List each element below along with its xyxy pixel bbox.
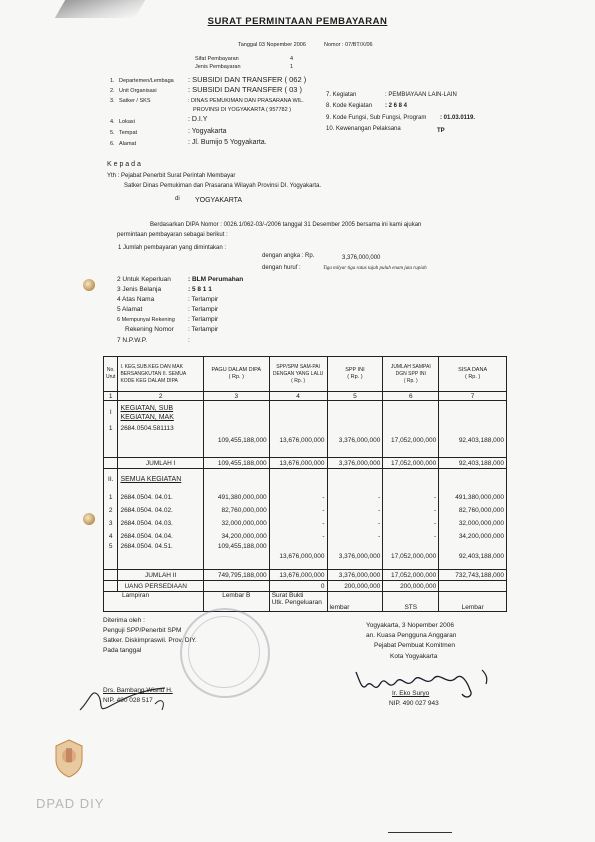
total-pagu: 109,455,188,000 bbox=[203, 458, 269, 469]
info-value: : SUBSIDI DAN TRANSFER ( 03 ) bbox=[188, 85, 303, 94]
item-value: : BLM Perumahan bbox=[188, 276, 244, 283]
section1-title bbox=[118, 400, 203, 424]
watermark-text: DPAD DIY bbox=[36, 796, 105, 811]
dpad-logo-icon bbox=[52, 738, 86, 778]
empty-cell bbox=[439, 400, 507, 424]
empty-cell bbox=[327, 400, 383, 424]
row-lalu: - bbox=[269, 517, 327, 530]
row-lalu: - bbox=[269, 491, 327, 504]
item-value: : 5 8 1 1 bbox=[188, 286, 212, 293]
info-value: : PEMBIAYAAN LAIN-LAIN bbox=[385, 92, 457, 98]
punch-hole bbox=[83, 279, 95, 291]
uang-persediaan-label: UANG PERSEDIAAN bbox=[118, 581, 203, 592]
right-sign-line: Kota Yogyakarta bbox=[390, 653, 438, 660]
row-ini: - bbox=[327, 517, 383, 530]
total-ini: 3,376,000,000 bbox=[327, 570, 383, 581]
angka-value: 3,376,000,000 bbox=[342, 255, 381, 261]
surat-bukti-text: Utk. Pengeluaran bbox=[271, 599, 322, 607]
item-value: : Terlampir bbox=[188, 326, 219, 333]
row-jumlah: 17,052,000,000 bbox=[383, 543, 439, 569]
item-label: 7 N.P.W.P. bbox=[117, 337, 148, 344]
paragraph-1: Berdasarkan DIPA Nomor : 0026.1/062-03/-/2006 tanggal 31 Desember 2005 bersama ini kami ajukan bbox=[150, 222, 422, 228]
table-row bbox=[104, 517, 507, 530]
section-roman: II. bbox=[104, 469, 118, 491]
jumlah-label: 1 Jumlah pembayaran yang dimintakan : bbox=[118, 245, 227, 251]
table-row bbox=[104, 543, 507, 569]
info-no: 4. bbox=[110, 119, 115, 125]
header-pagu-text: PAGU DALAM DIPA bbox=[211, 367, 262, 374]
header-kode: I. KEG,SUB.KEG DAN MAK BERSANGKUTAN II. SEMUA KODE KEG DALAM DIPA bbox=[118, 357, 203, 392]
row-code: 2684.0504. 04.51. bbox=[118, 543, 203, 569]
info-label: Satker / SKS bbox=[119, 98, 151, 104]
uang-persediaan-row bbox=[104, 581, 507, 592]
row-ini: - bbox=[327, 530, 383, 543]
row-pagu: 491,380,000,000 bbox=[203, 491, 269, 504]
lembar-label: Lembar bbox=[439, 592, 507, 612]
row-sisa: 491,380,000,000 bbox=[439, 491, 507, 504]
header-spm-lalu-text: SPP/SPM SAM-PAI DENGAN YANG LALU bbox=[272, 363, 324, 377]
row-code: 2684.0504. 04.01. bbox=[118, 491, 203, 504]
header-rp: ( Rp. ) bbox=[228, 374, 244, 381]
huruf-value: Tiga milyar tiga ratus tujuh puluh enam juta rupiah bbox=[323, 266, 427, 271]
item-label: 3 Jenis Belanja bbox=[117, 286, 162, 293]
sts-label: STS bbox=[383, 592, 439, 612]
header-jumlah bbox=[383, 357, 439, 392]
document-title: SURAT PERMINTAAN PEMBAYARAN bbox=[207, 16, 388, 27]
info-label: 10. Kewenangan Pelaksana bbox=[326, 126, 401, 132]
header-rp: ( Rp. ) bbox=[291, 377, 306, 384]
row-ini: - bbox=[327, 491, 383, 504]
column-number-row bbox=[104, 392, 507, 401]
header-spp-ini-text: SPP INI bbox=[345, 367, 365, 374]
left-sign-line: Diterima oleh : bbox=[103, 617, 145, 624]
info-value: : 01.03.0119. bbox=[440, 115, 476, 121]
right-sign-line: Pejabat Pembuat Komitmen bbox=[374, 642, 455, 649]
info-label: 8. Kode Kegiatan bbox=[326, 103, 373, 109]
section1-title-line: KEGIATAN, MAK bbox=[120, 413, 174, 421]
section2-title: SEMUA KEGIATAN bbox=[118, 469, 203, 491]
empty-cell bbox=[104, 581, 118, 592]
info-no: 5. bbox=[110, 130, 115, 136]
total-jumlah: 17,052,000,000 bbox=[383, 458, 439, 469]
row-code: 2684.0504.581113 bbox=[118, 425, 203, 458]
total-row bbox=[104, 570, 507, 581]
empty-cell bbox=[203, 400, 269, 424]
right-sign-nip: NIP. 490 027 943 bbox=[389, 700, 439, 707]
lampiran-label: Lampiran bbox=[104, 592, 204, 612]
punch-hole bbox=[83, 513, 95, 525]
item-value: : bbox=[188, 337, 190, 344]
left-sign-line: Pada tanggal bbox=[103, 647, 142, 654]
total-jumlah: 17,052,000,000 bbox=[383, 570, 439, 581]
sifat-label: Sifat Pembayaran bbox=[195, 56, 239, 62]
row-jumlah: - bbox=[383, 530, 439, 543]
info-value: : Jl. Bumijo 5 Yogyakarta. bbox=[188, 139, 267, 146]
info-label: 9. Kode Fungsi, Sub Fungsi, Program bbox=[326, 115, 427, 121]
huruf-label: dengan huruf : bbox=[262, 265, 301, 271]
row-sisa: 34,200,000,000 bbox=[439, 530, 507, 543]
header-jumlah-text: JUMLAH SAMPAI DGN SPP INI bbox=[390, 363, 431, 377]
table-footer-row bbox=[104, 592, 507, 612]
info-no: 2. bbox=[110, 88, 115, 94]
table-row bbox=[104, 425, 507, 458]
total-row bbox=[104, 458, 507, 469]
col-num: 3 bbox=[203, 392, 269, 401]
row-no: 3 bbox=[104, 517, 118, 530]
right-sign-line: Yogyakarta, 3 Nopember 2006 bbox=[366, 622, 454, 629]
official-stamp-inner bbox=[188, 616, 260, 688]
header-sisa-text: SISA DANA bbox=[458, 367, 488, 374]
info-label: Alamat bbox=[119, 141, 137, 147]
row-no: 1 bbox=[104, 425, 118, 458]
section2-title-row bbox=[104, 469, 507, 491]
total-ini: 3,376,000,000 bbox=[327, 458, 383, 469]
header-spm-lalu bbox=[269, 357, 327, 392]
row-pagu: 109,455,188,000 bbox=[203, 425, 269, 458]
row-lalu: 13,676,000,000 bbox=[269, 425, 327, 458]
header-sisa bbox=[439, 357, 507, 392]
info-value: : 2 6 8 4 bbox=[385, 103, 408, 109]
info-label: Unit Organisasi bbox=[119, 88, 157, 94]
header-rp: ( Rp. ) bbox=[347, 374, 363, 381]
row-no: 4 bbox=[104, 530, 118, 543]
nomor-line: Nomor : 07/BT/X/06 bbox=[324, 42, 373, 48]
row-sisa: 82,760,000,000 bbox=[439, 504, 507, 517]
page-fold-shadow bbox=[55, 0, 145, 18]
info-label: Lokasi bbox=[119, 119, 135, 125]
section1-title-line: KEGIATAN, SUB bbox=[120, 404, 174, 412]
info-value: : DINAS PEMUKIMAN DAN PRASARANA WIL. bbox=[188, 98, 304, 104]
row-lalu: - bbox=[269, 530, 327, 543]
col-num: 6 bbox=[383, 392, 439, 401]
uang-persediaan-jumlah: 200,000,000 bbox=[383, 581, 439, 592]
info-no: 6. bbox=[110, 141, 115, 147]
empty-cell bbox=[439, 469, 507, 491]
row-jumlah: - bbox=[383, 517, 439, 530]
row-ini: 3,376,000,000 bbox=[327, 425, 383, 458]
row-ini: - bbox=[327, 504, 383, 517]
row-jumlah: - bbox=[383, 491, 439, 504]
row-ini: 3,376,000,000 bbox=[327, 543, 383, 569]
surat-bukti-cell bbox=[269, 592, 327, 612]
item-value: : Terlampir bbox=[188, 306, 219, 313]
yth-line: YOGYAKARTA bbox=[195, 197, 243, 204]
yth-line: Yth : Pejabat Penerbit Surat Perintah Membayar bbox=[107, 173, 236, 179]
row-no: 2 bbox=[104, 504, 118, 517]
jenis-value: 1 bbox=[290, 64, 294, 70]
empty-cell bbox=[327, 469, 383, 491]
row-code: 2684.0504. 04.04. bbox=[118, 530, 203, 543]
info-no: 3. bbox=[110, 98, 115, 104]
paragraph-2: permintaan pembayaran sebagai berikut : bbox=[117, 232, 228, 238]
item-label: 2 Untuk Keperluan bbox=[117, 276, 171, 283]
footer-rule bbox=[388, 832, 452, 833]
info-value: TP bbox=[437, 128, 445, 134]
item-label: 6 Mempunyai Rekening bbox=[117, 317, 175, 323]
row-no: 1 bbox=[104, 491, 118, 504]
left-sign-nip: NIP. 490 028 517 bbox=[103, 697, 153, 704]
uang-persediaan-lalu: 0 bbox=[269, 581, 327, 592]
col-num: 1 bbox=[104, 392, 118, 401]
uang-persediaan-ini: 200,000,000 bbox=[327, 581, 383, 592]
row-lalu: - bbox=[269, 504, 327, 517]
row-jumlah: - bbox=[383, 504, 439, 517]
jenis-label: Jenis Pembayaran bbox=[195, 64, 241, 70]
empty-cell bbox=[203, 581, 269, 592]
yth-line: di bbox=[175, 196, 180, 202]
header-spp-ini bbox=[327, 357, 383, 392]
info-value: PROVINSI DI YOGYAKARTA ( 957782 ) bbox=[193, 107, 292, 113]
info-label: Departemen/Lembaga bbox=[119, 78, 174, 84]
kepada-label: K e p a d a bbox=[107, 161, 141, 168]
payment-table bbox=[103, 356, 507, 612]
col-num: 5 bbox=[327, 392, 383, 401]
total-sisa: 92,403,188,000 bbox=[439, 458, 507, 469]
row-sisa: 92,403,188,000 bbox=[439, 543, 507, 569]
row-sisa: 92,403,188,000 bbox=[439, 425, 507, 458]
item-value: : Terlampir bbox=[188, 296, 219, 303]
empty-cell bbox=[104, 458, 118, 469]
info-value: : Yogyakarta bbox=[188, 128, 227, 135]
total-lalu: 13,676,000,000 bbox=[269, 458, 327, 469]
left-sign-line: Satker. Diskimpraswil. Prov. DIY. bbox=[103, 637, 197, 644]
empty-cell bbox=[104, 570, 118, 581]
total-sisa: 732,743,188,000 bbox=[439, 570, 507, 581]
col-num: 7 bbox=[439, 392, 507, 401]
header-pagu bbox=[203, 357, 269, 392]
left-sign-line: Penguji SPP/Penerbit SPM bbox=[103, 627, 182, 634]
item-label: Rekening Nomor bbox=[125, 326, 174, 333]
row-code: 2684.0504. 04.03. bbox=[118, 517, 203, 530]
right-sign-line: an. Kuasa Pengguna Anggaran bbox=[366, 632, 457, 639]
table-row bbox=[104, 491, 507, 504]
angka-label: dengan angka : Rp. bbox=[262, 253, 315, 259]
item-label: 4 Atas Nama bbox=[117, 296, 155, 303]
item-label: 5 Alamat bbox=[117, 306, 143, 313]
row-jumlah: 17,052,000,000 bbox=[383, 425, 439, 458]
right-sign-name: Ir. Eko Suryo bbox=[392, 690, 430, 697]
left-sign-name: Drs. Bambang Wisnu H. bbox=[103, 687, 173, 694]
empty-cell bbox=[383, 400, 439, 424]
total-pagu: 749,795,188,000 bbox=[203, 570, 269, 581]
row-lalu: 13,676,000,000 bbox=[269, 543, 327, 569]
empty-cell bbox=[269, 469, 327, 491]
total-label: JUMLAH II bbox=[118, 570, 203, 581]
lembar-b-label: Lembar B bbox=[203, 592, 269, 612]
row-no: 5 bbox=[104, 543, 118, 569]
lembar-label: lembar bbox=[327, 592, 383, 612]
sifat-value: 4 bbox=[290, 56, 294, 62]
table-row bbox=[104, 504, 507, 517]
item-value: : Terlampir bbox=[188, 316, 219, 323]
row-code: 2684.0504. 04.02. bbox=[118, 504, 203, 517]
table-header-row bbox=[104, 357, 507, 392]
table-row bbox=[104, 530, 507, 543]
col-num: 4 bbox=[269, 392, 327, 401]
info-label: Tempat bbox=[119, 130, 138, 136]
header-rp: ( Rp. ) bbox=[464, 374, 481, 381]
empty-cell bbox=[203, 469, 269, 491]
empty-cell bbox=[439, 581, 507, 592]
info-value: : SUBSIDI DAN TRANSFER ( 062 ) bbox=[188, 75, 307, 84]
row-pagu: 82,760,000,000 bbox=[203, 504, 269, 517]
info-no: 1. bbox=[110, 78, 115, 84]
row-pagu: 32,000,000,000 bbox=[203, 517, 269, 530]
col-num: 2 bbox=[118, 392, 203, 401]
empty-cell bbox=[383, 469, 439, 491]
row-pagu: 34,200,000,000 bbox=[203, 530, 269, 543]
left-signature bbox=[70, 670, 180, 720]
row-sisa: 32,000,000,000 bbox=[439, 517, 507, 530]
section1-title-row bbox=[104, 400, 507, 424]
surat-bukti-text: Surat Bukti bbox=[271, 592, 304, 600]
date-line: Tanggal 03 Nopember 2006 bbox=[238, 42, 306, 48]
header-rp: ( Rp. ) bbox=[403, 377, 418, 384]
total-lalu: 13,676,000,000 bbox=[269, 570, 327, 581]
info-value: : D.I.Y bbox=[188, 116, 208, 123]
section-roman: I bbox=[104, 400, 118, 424]
info-label: 7. Kegiatan bbox=[326, 92, 357, 98]
yth-line: Satker Dinas Pemukiman dan Prasarana Wilayah Provinsi DI. Yogyakarta. bbox=[124, 183, 322, 189]
row-pagu: 109,455,188,000 bbox=[203, 543, 269, 569]
header-no: No. Urut bbox=[104, 357, 118, 392]
empty-cell bbox=[269, 400, 327, 424]
total-label: JUMLAH I bbox=[118, 458, 203, 469]
